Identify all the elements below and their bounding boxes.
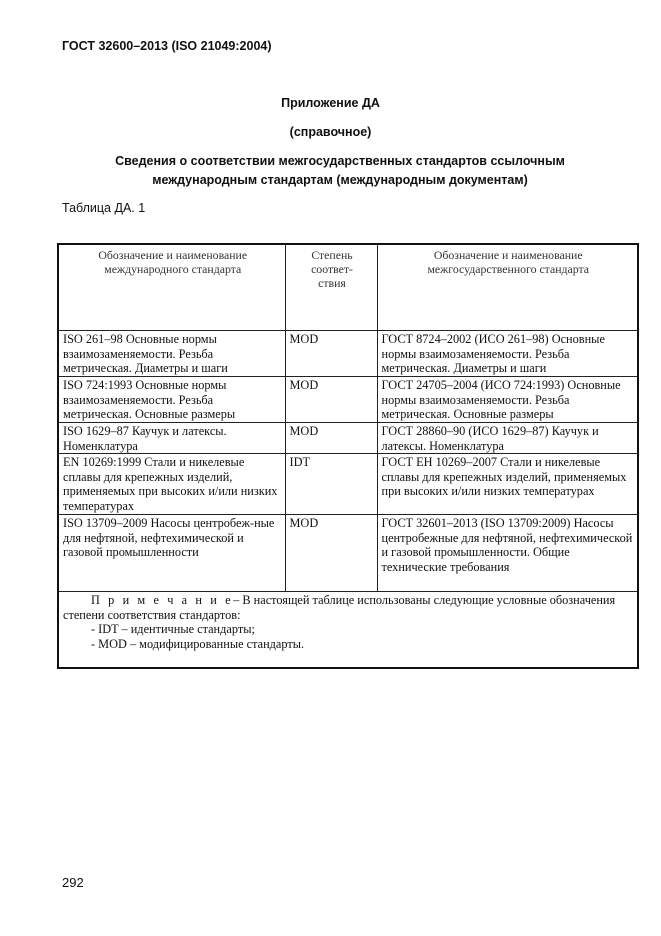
cell-interstate: ГОСТ 28860–90 (ИСО 1629–87) Каучук и латексы. Номенклатура xyxy=(377,423,638,454)
cell-interstate: ГОСТ 24705–2004 (ИСО 724:1993) Основные нормы взаимозаменяемости. Резьба метрическая. Основные размеры xyxy=(377,377,638,423)
table-note-row xyxy=(58,592,638,669)
cell-degree: MOD xyxy=(285,377,377,423)
note-label: П р и м е ч а н и е xyxy=(91,593,234,608)
note-text: – В настоящей таблице использованы следующие условные обозначения степени соответствия стандартов: xyxy=(63,593,616,622)
cell-international: ISO 13709–2009 Насосы центробеж-ные для нефтяной, нефтехимической и газовой промышленности xyxy=(58,515,285,592)
page-number: 292 xyxy=(62,875,84,890)
annex-heading: Сведения о соответствии межгосударственных стандартов ссылочным международным стандартам (международным документам) xyxy=(115,154,565,187)
header-degree-text: Степень соответ-ствия xyxy=(311,248,353,290)
cell-interstate: ГОСТ ЕН 10269–2007 Стали и никелевые сплавы для крепежных изделий, применяемых при высоких и/или низких температурах xyxy=(377,454,638,515)
table-row xyxy=(58,515,638,592)
table-header-row xyxy=(58,244,638,331)
cell-interstate: ГОСТ 8724–2002 (ИСО 261–98) Основные нормы взаимозаменяемости. Резьба метрическая. Диаметры и шаги xyxy=(377,331,638,377)
table-note xyxy=(58,592,638,669)
cell-degree: MOD xyxy=(285,423,377,454)
cell-degree: MOD xyxy=(285,515,377,592)
note-item: - MOD – модифицированные стандарты. xyxy=(91,636,305,651)
cell-degree: MOD xyxy=(285,331,377,377)
cell-degree: IDT xyxy=(285,454,377,515)
running-header: ГОСТ 32600–2013 (ISO 21049:2004) xyxy=(62,39,272,53)
cell-international: ISO 261–98 Основные нормы взаимозаменяемости. Резьба метрическая. Диаметры и шаги xyxy=(58,331,285,377)
note-intro xyxy=(63,593,635,622)
correspondence-table xyxy=(57,243,639,669)
table-row xyxy=(58,331,638,377)
cell-international: ISO 724:1993 Основные нормы взаимозаменяемости. Резьба метрическая. Основные размеры xyxy=(58,377,285,423)
cell-international: ISO 1629–87 Каучук и латексы. Номенклатура xyxy=(58,423,285,454)
table-row xyxy=(58,423,638,454)
table-row xyxy=(58,377,638,423)
header-degree-of-correspondence xyxy=(285,244,377,331)
header-international-standard: Обозначение и наименование международного стандарта xyxy=(58,244,285,331)
note-item: - IDT – идентичные стандарты; xyxy=(91,622,255,637)
table-row xyxy=(58,454,638,515)
cell-international: EN 10269:1999 Стали и никелевые сплавы для крепежных изделий, применяемых при высоких и/или низких температурах xyxy=(58,454,285,515)
cell-interstate: ГОСТ 32601–2013 (ISO 13709:2009) Насосы центробежные для нефтяной, нефтехимической и газовой промышленности. Общие технические требования xyxy=(377,515,638,592)
annex-title: Приложение ДА xyxy=(281,96,380,110)
header-interstate-standard: Обозначение и наименование межгосударственного стандарта xyxy=(377,244,638,331)
table-label: Таблица ДА. 1 xyxy=(62,201,146,215)
annex-status: (справочное) xyxy=(289,125,372,139)
